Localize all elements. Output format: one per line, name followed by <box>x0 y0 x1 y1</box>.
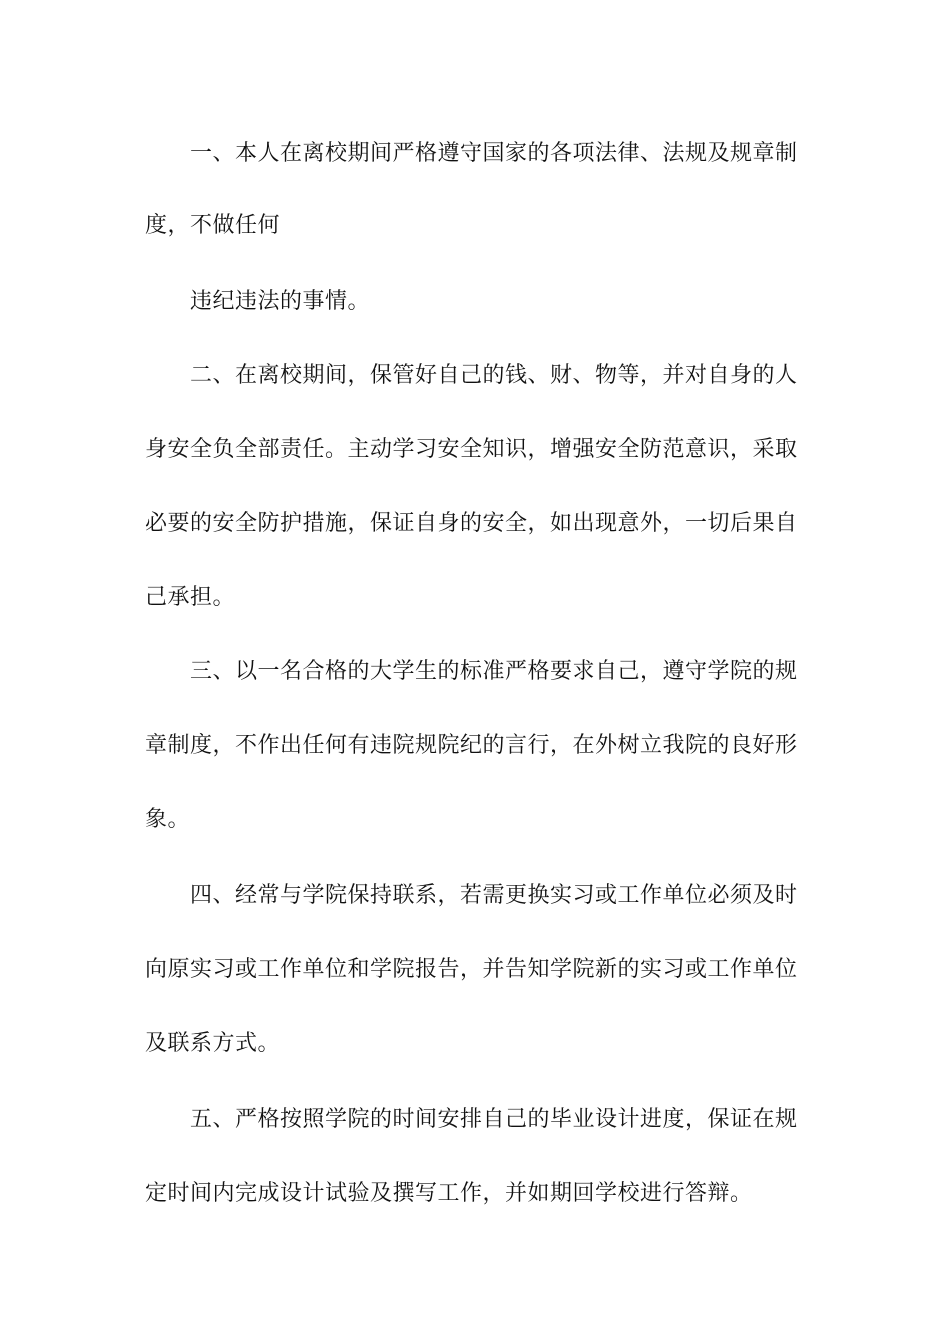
paragraph-2-line-2: 身安全负全部责任。主动学习安全知识，增强安全防范意识，采取 <box>145 437 798 462</box>
paragraph-2-line-4: 己承担。 <box>145 585 236 610</box>
paragraph-4-line-3: 及联系方式。 <box>145 1031 281 1056</box>
paragraph-3-line-2: 章制度，不作出任何有违院规院纪的言行，在外树立我院的良好形 <box>145 733 798 758</box>
paragraph-5-line-1: 五、严格按照学院的时间安排自己的毕业设计进度，保证在规 <box>190 1107 798 1132</box>
paragraph-1-line-1: 一、本人在离校期间严格遵守国家的各项法律、法规及规章制 <box>190 141 798 166</box>
paragraph-1-line-2: 度，不做任何 <box>145 213 281 238</box>
paragraph-2-line-3: 必要的安全防护措施，保证自身的安全，如出现意外，一切后果自 <box>145 511 798 536</box>
paragraph-4-line-1: 四、经常与学院保持联系，若需更换实习或工作单位必须及时 <box>190 883 798 908</box>
paragraph-3-line-1: 三、以一名合格的大学生的标准严格要求自己，遵守学院的规 <box>190 659 798 684</box>
paragraph-5-line-2: 定时间内完成设计试验及撰写工作，并如期回学校进行答辩。 <box>145 1181 753 1206</box>
paragraph-4-line-2: 向原实习或工作单位和学院报告，并告知学院新的实习或工作单位 <box>145 957 798 982</box>
paragraph-1-line-3: 违纪违法的事情。 <box>190 289 371 314</box>
paragraph-3-line-3: 象。 <box>145 807 191 832</box>
paragraph-2-line-1: 二、在离校期间，保管好自己的钱、财、物等，并对自身的人 <box>190 363 798 388</box>
